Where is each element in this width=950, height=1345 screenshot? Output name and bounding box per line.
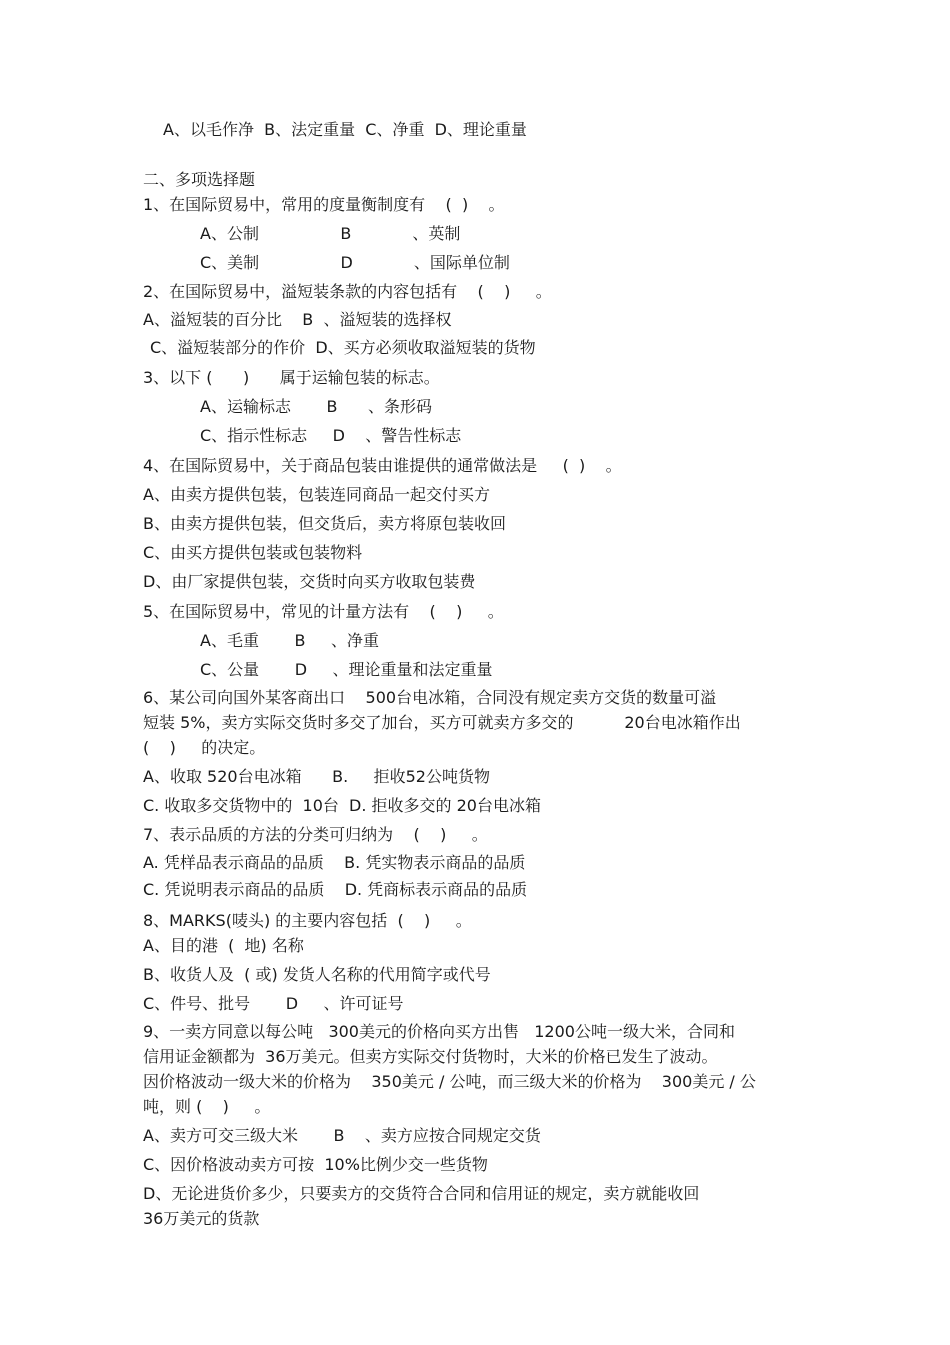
answer-option: C、溢短装部分的作价 D、买方必须收取溢短装的货物 <box>150 338 536 357</box>
question-stem: 3、以下 ( ) 属于运输包装的标志。 <box>143 368 440 387</box>
question-stem: 6、某公司向国外某客商出口 500台电冰箱，合同没有规定卖方交货的数量可溢 <box>143 688 717 707</box>
answer-option: A、收取 520台电冰箱 B. 拒收52公吨货物 <box>143 767 490 786</box>
question-stem: 4、在国际贸易中，关于商品包装由谁提供的通常做法是 ( ) 。 <box>143 456 622 475</box>
question-stem: 因价格波动一级大米的价格为 350美元 / 公吨，而三级大米的价格为 300美元 / 公 <box>143 1072 756 1091</box>
answer-option: A、目的港 ( 地) 名称 <box>143 936 304 955</box>
question-stem: ( ) 的决定。 <box>143 738 266 757</box>
answer-option: C、美制 D 、国际单位制 <box>200 253 510 272</box>
answer-option: A、公制 B 、英制 <box>200 224 461 243</box>
question-stem: 短装 5%，卖方实际交货时多交了加台，买方可就卖方多交的 20台电冰箱作出 <box>143 713 741 732</box>
answer-option: A、由卖方提供包装，包装连同商品一起交付买方 <box>143 485 490 504</box>
question-stem: 9、一卖方同意以每公吨 300美元的价格向买方出售 1200公吨一级大米，合同和 <box>143 1022 735 1041</box>
question-stem: 信用证金额都为 36万美元。但卖方实际交付货物时，大米的价格已发生了波动。 <box>143 1047 718 1066</box>
answer-option: B、收货人及 ( 或) 发货人名称的代用简字或代号 <box>143 965 491 984</box>
answer-option: C、公量 D 、理论重量和法定重量 <box>200 660 493 679</box>
answer-option: A. 凭样品表示商品的品质 B. 凭实物表示商品的品质 <box>143 853 526 872</box>
question-stem: 7、表示品质的方法的分类可归纳为 ( ) 。 <box>143 825 488 844</box>
previous-question-options: A、以毛作净 B、法定重量 C、净重 D、理论重量 <box>163 120 527 139</box>
question-stem: 5、在国际贸易中，常见的计量方法有 ( ) 。 <box>143 602 504 621</box>
answer-option: A、毛重 B 、净重 <box>200 631 379 650</box>
answer-option: A、溢短装的百分比 B 、溢短装的选择权 <box>143 310 452 329</box>
answer-option: C、指示性标志 D 、警告性标志 <box>200 426 462 445</box>
answer-option: A、卖方可交三级大米 B 、卖方应按合同规定交货 <box>143 1126 541 1145</box>
answer-option: C. 收取多交货物中的 10台 D. 拒收多交的 20台电冰箱 <box>143 796 541 815</box>
answer-option: C. 凭说明表示商品的品质 D. 凭商标表示商品的品质 <box>143 880 528 899</box>
answer-option: C、由买方提供包装或包装物料 <box>143 543 363 562</box>
answer-option: C、件号、批号 D 、许可证号 <box>143 994 404 1013</box>
question-stem: 2、在国际贸易中，溢短装条款的内容包括有 ( ) 。 <box>143 282 552 301</box>
question-stem: 8、MARKS(唛头) 的主要内容包括 ( ) 。 <box>143 911 472 930</box>
question-stem: 吨，则 ( ) 。 <box>143 1097 271 1116</box>
question-stem: 1、在国际贸易中，常用的度量衡制度有 ( ) 。 <box>143 195 505 214</box>
answer-option: A、运输标志 B 、条形码 <box>200 397 433 416</box>
answer-option: D、无论进货价多少，只要卖方的交货符合合同和信用证的规定，卖方就能收回 <box>143 1184 700 1203</box>
answer-option: B、由卖方提供包装，但交货后，卖方将原包装收回 <box>143 514 506 533</box>
answer-option: D、由厂家提供包装，交货时向买方收取包装费 <box>143 572 476 591</box>
answer-option: C、因价格波动卖方可按 10%比例少交一些货物 <box>143 1155 488 1174</box>
section-title: 二、多项选择题 <box>143 170 256 189</box>
answer-option: 36万美元的货款 <box>143 1209 260 1228</box>
